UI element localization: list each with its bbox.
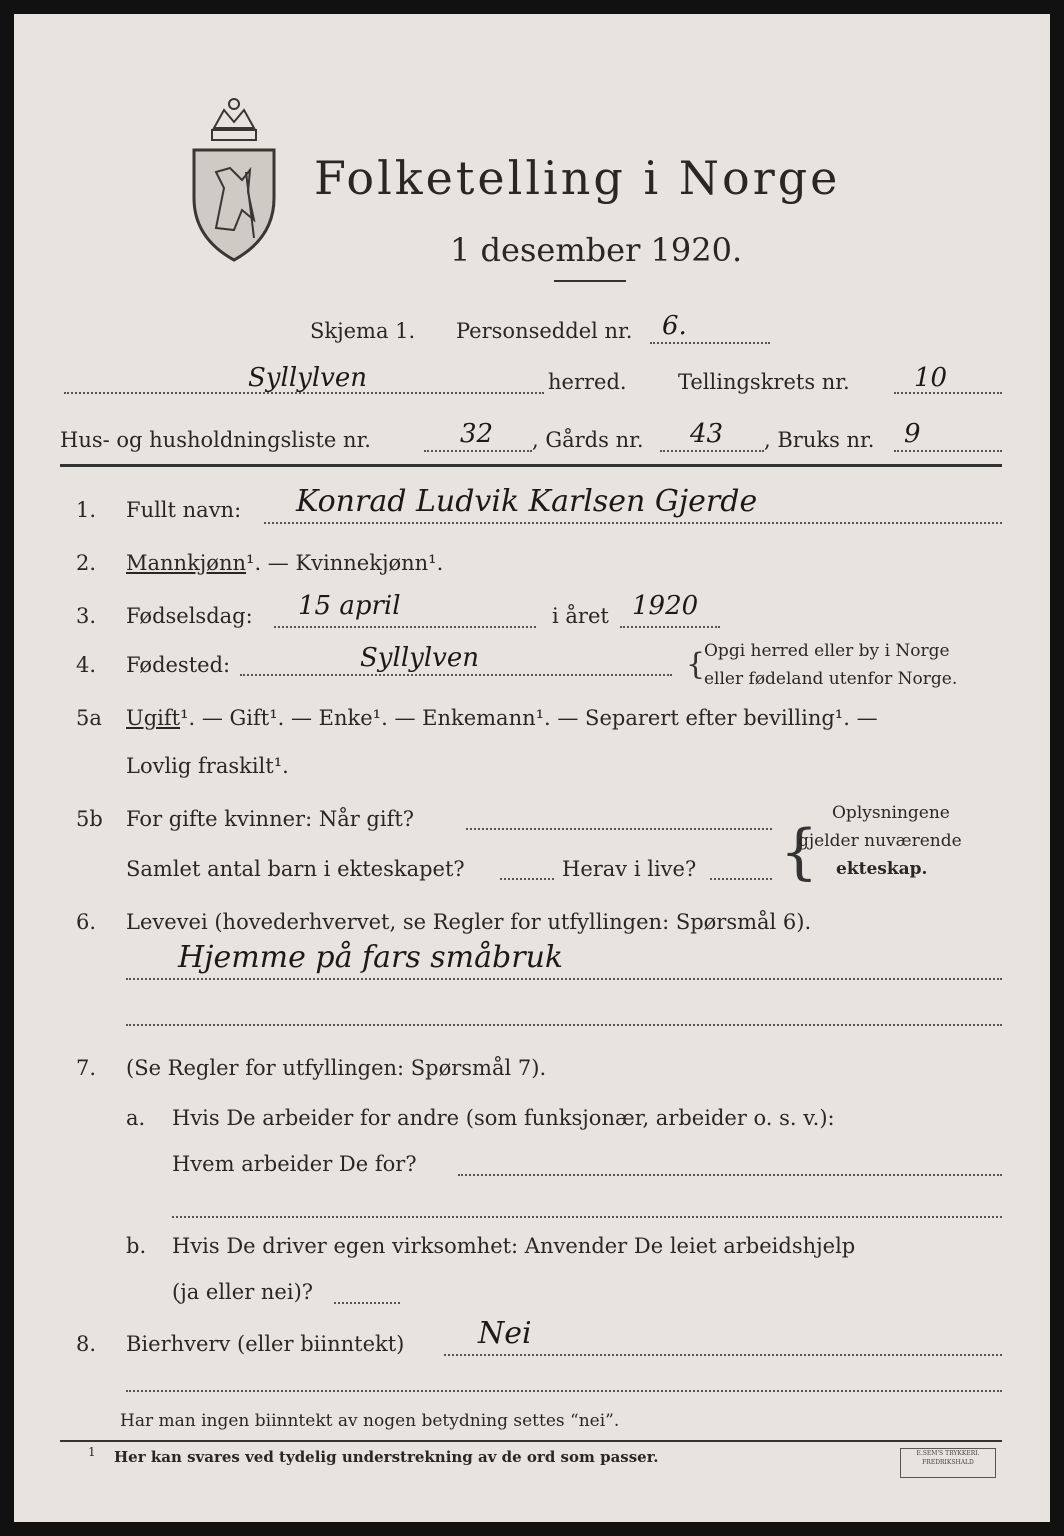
- q5b-note-line3: ekteskap.: [836, 859, 928, 879]
- gender-male-option: Mannkjønn: [126, 551, 247, 575]
- q7a-label: Hvis De arbeider for andre (som funksjonær, arbeider o. s. v.):: [172, 1106, 835, 1130]
- herred-value: Syllylven: [248, 363, 367, 393]
- brace-icon: {: [780, 817, 819, 887]
- occupation-line: [126, 978, 1002, 980]
- q4-label: Fødested:: [126, 653, 231, 677]
- alive-line: [710, 878, 772, 880]
- gender-female-option: Kvinnekjønn: [295, 551, 429, 575]
- hus-label: Hus- og husholdningsliste nr.: [60, 428, 371, 452]
- footnote-mark: ¹: [428, 551, 437, 575]
- q1-label: Fullt navn:: [126, 498, 242, 522]
- footnote-number: 1: [88, 1445, 96, 1459]
- footnote-text: Her kan svares ved tydelig understrekning av de ord som passer.: [114, 1448, 659, 1466]
- side-income-line-2: [126, 1390, 1002, 1392]
- hus-value: 32: [460, 419, 494, 449]
- personseddel-label: Personseddel nr.: [456, 319, 633, 343]
- q7b-letter: b.: [126, 1234, 147, 1258]
- full-name-value: Konrad Ludvik Karlsen Gjerde: [296, 484, 758, 519]
- q5b-number: 5b: [76, 807, 103, 831]
- q5b-note-line1: Oplysningene: [832, 803, 950, 823]
- gender-end: .: [436, 551, 444, 575]
- employer-line-2: [172, 1216, 1002, 1218]
- marital-ugift-option: Ugift: [126, 706, 181, 730]
- printer-stamp-text: E.SEM'S TRYKKERI. FREDRIKSHALD: [916, 1450, 980, 1466]
- hus-line: [424, 450, 532, 452]
- personseddel-value: 6.: [662, 311, 687, 341]
- hired-help-line: [334, 1302, 400, 1304]
- form-title: Folketelling i Norge: [314, 151, 841, 205]
- full-name-line: [264, 522, 1002, 524]
- occupation-value: Hjemme på fars småbruk: [178, 940, 564, 975]
- q5b-note-line2: gjelder nuværende: [798, 831, 962, 851]
- birthplace-value: Syllylven: [360, 643, 479, 673]
- q7a-letter: a.: [126, 1106, 146, 1130]
- side-income-line: [444, 1354, 1002, 1356]
- q8-number: 8.: [76, 1332, 97, 1356]
- q1-number: 1.: [76, 498, 97, 522]
- birthplace-line: [240, 674, 672, 676]
- bruks-label: , Bruks nr.: [764, 428, 875, 452]
- census-date: 1 desember 1920.: [450, 231, 743, 269]
- gender-separator: . —: [254, 551, 296, 575]
- q7a-label-employer: Hvem arbeider De for?: [172, 1152, 417, 1176]
- q7-label: (Se Regler for utfyllingen: Spørsmål 7).: [126, 1056, 547, 1080]
- employer-line: [458, 1174, 1002, 1176]
- birth-date-value: 15 april: [298, 591, 401, 621]
- bruks-line: [894, 450, 1002, 452]
- gards-line: [660, 450, 764, 452]
- footnote-mark: ¹: [246, 551, 255, 575]
- q8-label: Bierhverv (eller biinntekt): [126, 1332, 405, 1356]
- herred-line: [64, 392, 544, 394]
- footnote-divider: [60, 1440, 1002, 1442]
- herred-label: herred.: [548, 370, 627, 394]
- marital-other-options: . — Gift¹. — Enke¹. — Enkemann¹. — Separert efter bevilling¹. —: [188, 706, 878, 730]
- birth-date-line: [274, 626, 536, 628]
- q5b-label-married: For gifte kvinner: Når gift?: [126, 807, 415, 831]
- q6-number: 6.: [76, 910, 97, 934]
- marital-status-options: [126, 706, 878, 730]
- q2-number: 2.: [76, 551, 97, 575]
- q4-number: 4.: [76, 653, 97, 677]
- census-form-sheet: [14, 14, 1050, 1522]
- q7-number: 7.: [76, 1056, 97, 1080]
- tellingskrets-value: 10: [914, 363, 948, 393]
- gards-value: 43: [690, 419, 724, 449]
- personseddel-line: [650, 342, 770, 344]
- q5a-number: 5a: [76, 706, 102, 730]
- birth-year-value: 1920: [632, 591, 699, 621]
- bruks-value: 9: [904, 419, 921, 449]
- tellingskrets-label: Tellingskrets nr.: [678, 370, 850, 394]
- gender-options: [126, 551, 443, 575]
- schema-label: Skjema 1.: [310, 319, 416, 343]
- tellingskrets-line: [894, 392, 1002, 394]
- side-income-value: Nei: [478, 1316, 532, 1351]
- marital-divorced-option: Lovlig fraskilt¹.: [126, 754, 289, 778]
- married-when-line: [466, 828, 772, 830]
- gards-label: , Gårds nr.: [532, 428, 644, 452]
- children-line: [500, 878, 554, 880]
- nei-instruction: Har man ingen biinntekt av nogen betydning settes “nei”.: [120, 1411, 620, 1431]
- q3-label: Fødselsdag:: [126, 604, 253, 628]
- q5b-label-alive: Herav i live?: [562, 857, 697, 881]
- occupation-line-2: [126, 1024, 1002, 1026]
- q7b-label: Hvis De driver egen virksomhet: Anvender De leiet arbeidshjelp: [172, 1234, 856, 1258]
- q4-note-line2: eller fødeland utenfor Norge.: [704, 669, 958, 689]
- norwegian-coat-of-arms-icon: [184, 88, 284, 268]
- q5b-label-children: Samlet antal barn i ekteskapet?: [126, 857, 465, 881]
- q3-year-label: i året: [552, 604, 609, 628]
- q4-note-line1: Opgi herred eller by i Norge: [704, 641, 950, 661]
- brace-icon: {: [686, 647, 706, 682]
- birth-year-line: [620, 626, 720, 628]
- printer-stamp: [900, 1448, 996, 1478]
- title-divider: [554, 280, 626, 282]
- q6-label: Levevei (hovederhvervet, se Regler for utfyllingen: Spørsmål 6).: [126, 910, 812, 934]
- q7b-label-yes-no: (ja eller nei)?: [172, 1280, 314, 1304]
- footnote-mark: ¹: [180, 706, 189, 730]
- header-divider: [60, 464, 1002, 467]
- q3-number: 3.: [76, 604, 97, 628]
